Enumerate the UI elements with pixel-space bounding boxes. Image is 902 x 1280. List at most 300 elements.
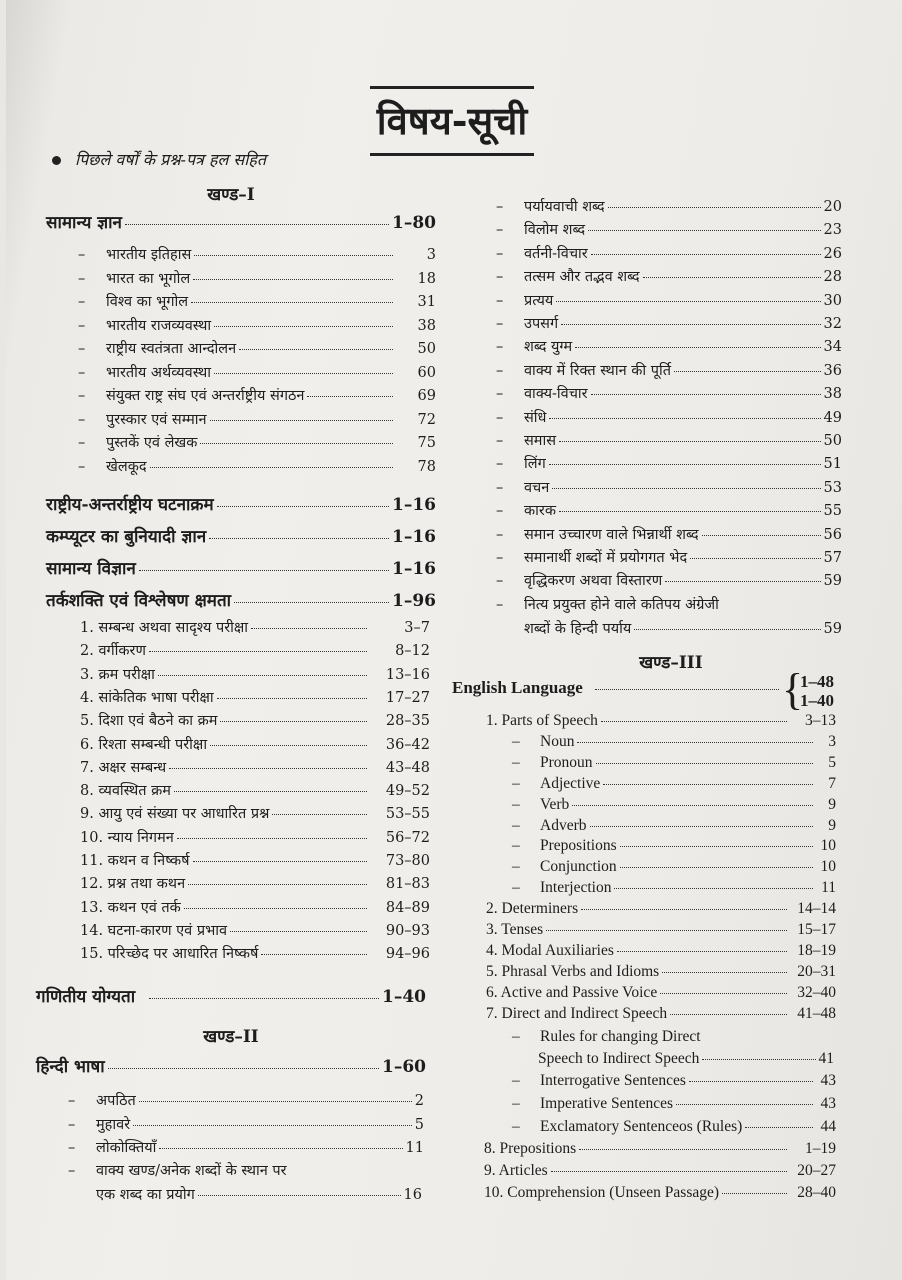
dash-marker: – — [496, 222, 504, 239]
leader-dots — [234, 602, 389, 603]
entry-label: 2. वर्गीकरण — [80, 643, 146, 660]
leader-dots — [261, 954, 367, 955]
entry-page: 75 — [417, 435, 436, 451]
toc-sub-entry[interactable] — [78, 315, 436, 335]
leader-dots — [665, 581, 820, 582]
entry-label: मुहावरे — [96, 1116, 131, 1133]
toc-numbered-entry[interactable] — [80, 920, 430, 940]
toc-sub-entry[interactable] — [96, 1184, 422, 1204]
dash-marker: – — [78, 270, 86, 287]
entry-page: 5 — [414, 1116, 424, 1133]
toc-sub-entry[interactable] — [496, 477, 842, 497]
entry-page: 13–16 — [385, 666, 430, 683]
entry-label: हिन्दी भाषा — [36, 1057, 105, 1077]
entry-label: सामान्य ज्ञान — [46, 213, 122, 233]
toc-sub-entry[interactable] — [512, 1095, 836, 1113]
dash-marker: – — [496, 433, 504, 449]
dash-marker: – — [512, 1118, 520, 1135]
entry-label: Imperative Sentences — [540, 1095, 673, 1112]
toc-sub-entry[interactable] — [496, 336, 842, 356]
entry-page: 56 — [823, 526, 842, 543]
leader-dots — [198, 1195, 401, 1196]
toc-numbered-entry[interactable] — [80, 664, 430, 684]
dash-marker: – — [496, 479, 504, 496]
toc-sub-entry[interactable] — [496, 243, 842, 263]
entry-page: 26 — [823, 245, 842, 262]
leader-dots — [590, 826, 814, 827]
entry-label: समान उच्चारण वाले भिन्नार्थी शब्द — [524, 526, 699, 543]
entry-page: 43 — [820, 1095, 836, 1112]
leader-dots — [608, 207, 821, 208]
leader-dots — [581, 909, 787, 910]
entry-label: English Language — [452, 678, 583, 697]
entry-label: 1. सम्बन्ध अथवा सादृश्य परीक्षा — [80, 620, 249, 636]
entry-label: कम्प्यूटर का बुनियादी ज्ञान — [46, 527, 207, 547]
toc-main-entry[interactable] — [46, 492, 436, 515]
entry-page: 43–48 — [385, 759, 430, 776]
leader-dots — [745, 1127, 813, 1128]
toc-numbered-entry[interactable] — [484, 1140, 836, 1158]
dash-marker: – — [78, 435, 86, 451]
entry-page: 73–80 — [385, 853, 430, 869]
entry-page: 57 — [823, 550, 842, 566]
leader-dots — [239, 349, 393, 350]
entry-label: भारतीय राजव्यवस्था — [106, 317, 212, 334]
leader-dots — [572, 805, 813, 806]
toc-sub-entry[interactable] — [496, 383, 842, 403]
dash-marker: – — [496, 526, 504, 543]
entry-page: 69 — [417, 388, 436, 404]
toc-numbered-entry[interactable] — [80, 827, 430, 847]
entry-label: राष्ट्रीय-अन्तर्राष्ट्रीय घटनाक्रम — [46, 495, 214, 515]
entry-page: 31 — [417, 294, 436, 310]
entry-page: 1–96 — [392, 591, 436, 611]
dash-marker: – — [496, 269, 504, 286]
entry-page: 78 — [417, 458, 436, 475]
entry-label: 4. Modal Auxiliaries — [486, 941, 614, 959]
toc-sub-entry[interactable] — [496, 313, 842, 333]
entry-page: 16 — [403, 1187, 422, 1203]
leader-dots — [552, 488, 820, 489]
entry-label: Adjective — [540, 774, 601, 792]
toc-numbered-entry[interactable] — [80, 873, 430, 893]
leader-dots — [559, 511, 821, 512]
toc-sub-entry[interactable] — [512, 1072, 836, 1090]
entry-label: 12. प्रश्न तथा कथन — [80, 876, 186, 893]
entry-label: संधि — [524, 409, 547, 426]
entry-page: 1–40 — [800, 691, 834, 710]
entry-label: 7. Direct and Indirect Speech — [486, 1004, 668, 1022]
toc-main-entry[interactable] — [46, 556, 436, 579]
section-heading-khand-2: खण्ड–II — [203, 1027, 259, 1047]
toc-numbered-entry[interactable] — [484, 1184, 836, 1202]
leader-dots — [150, 467, 393, 468]
entry-page: 1–16 — [392, 527, 436, 547]
entry-label: सामान्य विज्ञान — [46, 559, 136, 579]
entry-page: 41 — [818, 1050, 834, 1067]
leader-dots — [690, 558, 820, 559]
toc-numbered-entry[interactable] — [486, 963, 836, 981]
leader-dots — [194, 255, 393, 256]
toc-sub-entry[interactable] — [496, 524, 842, 544]
entry-page: 18 — [417, 270, 436, 287]
entry-label: कारक — [524, 503, 556, 520]
entry-label: Interrogative Sentences — [540, 1072, 686, 1089]
entry-label: Conjunction — [540, 858, 617, 876]
entry-page: 1–16 — [392, 559, 436, 579]
entry-page: 9 — [828, 816, 836, 834]
toc-sub-entry[interactable] — [496, 570, 842, 590]
leader-dots — [159, 1148, 402, 1149]
leader-dots — [210, 420, 393, 421]
leader-dots — [549, 464, 821, 465]
toc-sub-entry[interactable] — [512, 1118, 836, 1136]
entry-page: 53 — [823, 479, 842, 496]
entry-label: Noun — [540, 732, 575, 750]
entry-page: 36–42 — [385, 736, 430, 753]
toc-main-entry[interactable] — [36, 1054, 426, 1077]
entry-label: खेलकूद — [106, 458, 147, 475]
leader-dots — [149, 998, 379, 999]
toc-main-entry[interactable] — [46, 588, 436, 611]
toc-sub-entry[interactable] — [512, 733, 836, 751]
entry-label: 1. Parts of Speech — [486, 712, 598, 729]
leader-dots — [139, 1101, 412, 1102]
entry-label: भारतीय इतिहास — [106, 247, 192, 263]
entry-label: 9. Articles — [484, 1162, 548, 1179]
leader-dots — [595, 689, 779, 690]
entry-label: 6. रिश्ता सम्बन्धी परीक्षा — [80, 736, 208, 753]
entry-label: तर्कशक्ति एवं विश्लेषण क्षमता — [46, 591, 232, 611]
leader-dots — [209, 538, 389, 539]
toc-sub-entry[interactable] — [496, 266, 842, 286]
leader-dots — [614, 888, 813, 889]
entry-label: वर्तनी-विचार — [524, 245, 588, 262]
toc-sub-entry[interactable] — [538, 1050, 834, 1068]
toc-numbered-entry[interactable] — [80, 734, 430, 754]
leader-dots — [188, 884, 367, 885]
entry-page: 15–17 — [797, 921, 836, 938]
entry-label: 10. Comprehension (Unseen Passage) — [484, 1184, 720, 1201]
toc-main-entry[interactable] — [46, 524, 436, 547]
toc-sub-entry[interactable] — [78, 432, 436, 452]
entry-label: Exclamatory Sentenceos (Rules) — [540, 1118, 743, 1135]
dash-marker: – — [496, 199, 504, 215]
entry-label: नित्य प्रयुक्त होने वाले कतिपय अंग्रेजी — [524, 597, 719, 613]
dash-marker: – — [496, 386, 504, 403]
leader-dots — [549, 418, 820, 419]
toc-sub-entry[interactable] — [68, 1114, 424, 1134]
bullet-icon — [52, 156, 61, 165]
leader-dots — [670, 1014, 787, 1015]
toc-numbered-entry[interactable] — [80, 780, 430, 800]
entry-label: पुस्तकें एवं लेखक — [106, 435, 198, 451]
entry-page: 32 — [823, 316, 842, 332]
toc-numbered-entry[interactable] — [486, 1005, 836, 1023]
leader-dots — [591, 394, 821, 395]
entry-label: 4. सांकेतिक भाषा परीक्षा — [80, 689, 214, 706]
toc-numbered-entry[interactable] — [80, 617, 430, 637]
entry-label: पुरस्कार एवं सम्मान — [106, 411, 207, 428]
toc-sub-entry[interactable] — [496, 290, 842, 310]
leader-dots — [193, 861, 367, 862]
entry-page: 43 — [820, 1072, 836, 1089]
leader-dots — [620, 867, 813, 868]
entry-label: 3. Tenses — [486, 921, 544, 938]
section-heading-khand-3: खण्ड–III — [639, 653, 703, 673]
entry-label: 11. कथन व निष्कर्ष — [80, 853, 190, 869]
toc-numbered-entry[interactable] — [486, 900, 836, 918]
entry-page: 3–7 — [404, 620, 430, 636]
dash-marker: – — [78, 388, 86, 404]
entry-page: 36 — [823, 362, 842, 379]
leader-dots — [220, 721, 367, 722]
toc-sub-entry[interactable] — [496, 196, 842, 216]
leader-dots — [184, 908, 367, 909]
entry-label: 13. कथन एवं तर्क — [80, 899, 181, 916]
toc-numbered-entry[interactable] — [80, 850, 430, 870]
toc-sub-entry[interactable] — [496, 219, 842, 239]
leader-dots — [125, 224, 389, 225]
entry-page: 20–27 — [797, 1162, 836, 1179]
dash-marker: – — [68, 1093, 76, 1109]
leader-dots — [634, 629, 820, 630]
entry-label: विलोम शब्द — [524, 222, 586, 239]
entry-page: 38 — [823, 386, 842, 403]
toc-numbered-entry[interactable] — [80, 943, 430, 963]
entry-label: उपसर्ग — [524, 316, 559, 332]
dash-marker: – — [512, 732, 520, 750]
entry-label: गणितीय योग्यता — [36, 987, 136, 1007]
entry-label: एक शब्द का प्रयोग — [96, 1187, 195, 1203]
toc-sub-entry-line1[interactable]: – Rules for changing Direct — [512, 1028, 701, 1045]
entry-page: 3 — [426, 247, 436, 263]
entry-label: Prepositions — [540, 837, 617, 855]
entry-label: विश्व का भूगोल — [106, 294, 189, 310]
entry-page: 2 — [414, 1093, 424, 1109]
leader-dots — [676, 1104, 813, 1105]
leader-dots — [210, 745, 367, 746]
leader-dots — [177, 838, 367, 839]
toc-sub-entry[interactable] — [524, 618, 842, 638]
entry-label: लिंग — [524, 456, 546, 473]
leader-dots — [200, 443, 393, 444]
dash-marker: – — [78, 411, 86, 428]
leader-dots — [579, 1149, 787, 1150]
entry-label: 8. Prepositions — [484, 1140, 577, 1157]
toc-sub-entry[interactable] — [78, 291, 436, 311]
toc-sub-entry[interactable] — [78, 338, 436, 358]
toc-numbered-entry[interactable] — [80, 897, 430, 917]
entry-page: 23 — [823, 222, 842, 239]
entry-page: 81–83 — [385, 876, 430, 893]
toc-numbered-entry[interactable] — [484, 1162, 836, 1180]
toc-sub-entry-line1[interactable]: – नित्य प्रयुक्त होने वाले कतिपय अंग्रेजी — [496, 597, 719, 613]
entry-page: 49 — [823, 409, 842, 426]
toc-sub-entry[interactable] — [496, 547, 842, 567]
entry-page: 72 — [417, 411, 436, 428]
dash-marker: – — [496, 245, 504, 262]
entry-page: 53–55 — [385, 806, 430, 823]
toc-numbered-entry[interactable] — [80, 803, 430, 823]
dash-marker: – — [78, 458, 86, 475]
leader-dots — [662, 972, 787, 973]
toc-sub-entry[interactable] — [512, 817, 836, 835]
entry-label: समानार्थी शब्दों में प्रयोगगत भेद — [524, 550, 688, 566]
toc-page — [6, 0, 902, 1280]
dash-marker: – — [512, 1095, 520, 1112]
entry-label: समास — [524, 433, 557, 449]
entry-page: 20–31 — [797, 962, 836, 980]
dash-marker: – — [512, 837, 520, 855]
toc-sub-entry[interactable] — [78, 409, 436, 429]
toc-sub-entry[interactable] — [78, 268, 436, 288]
dash-marker: – — [512, 858, 520, 876]
toc-numbered-entry[interactable] — [80, 687, 430, 707]
leader-dots — [577, 742, 813, 743]
toc-sub-entry[interactable] — [78, 456, 436, 476]
toc-sub-entry[interactable] — [512, 775, 836, 793]
toc-sub-entry[interactable] — [78, 385, 436, 405]
entry-page: 28–40 — [797, 1184, 836, 1201]
entry-label: प्रत्यय — [524, 292, 554, 309]
toc-sub-entry[interactable] — [68, 1090, 424, 1110]
entry-page: 28 — [823, 269, 842, 286]
dash-marker: – — [68, 1140, 76, 1156]
entry-label: 5. Phrasal Verbs and Idioms — [486, 962, 660, 980]
toc-numbered-entry[interactable] — [486, 942, 836, 960]
entry-page: 7 — [828, 774, 836, 792]
dash-marker: – — [78, 364, 86, 381]
toc-sub-entry[interactable] — [496, 407, 842, 427]
dash-marker: – — [512, 816, 520, 834]
dash-marker: – — [512, 879, 520, 897]
leader-dots — [217, 506, 389, 507]
entry-page: 60 — [417, 364, 436, 381]
entry-page: 3 — [828, 732, 836, 750]
entry-page: 84–89 — [385, 899, 430, 916]
entry-label: Interjection — [540, 879, 612, 897]
entry-label: 3. क्रम परीक्षा — [80, 666, 155, 683]
subtitle-text: पिछले वर्षों के प्रश्न-पत्र हल सहित — [75, 150, 266, 169]
entry-page: 3–13 — [805, 712, 836, 729]
entry-label: वृद्धिकरण अथवा विस्तारण — [524, 573, 663, 590]
toc-main-entry[interactable] — [36, 984, 426, 1007]
entry-page: 5 — [828, 753, 836, 771]
toc-sub-entry[interactable] — [78, 362, 436, 382]
entry-label: राष्ट्रीय स्वतंत्रता आन्दोलन — [106, 341, 237, 357]
toc-sub-entry[interactable] — [512, 796, 836, 814]
entry-label: शब्द युग्म — [524, 339, 573, 356]
leader-dots — [214, 326, 393, 327]
dash-marker: – — [496, 456, 504, 473]
entry-page: 90–93 — [385, 922, 430, 939]
toc-sub-entry[interactable] — [512, 837, 836, 855]
toc-sub-entry[interactable] — [496, 430, 842, 450]
toc-numbered-entry[interactable] — [80, 710, 430, 730]
toc-main-entry[interactable] — [46, 210, 436, 233]
toc-sub-entry[interactable] — [496, 360, 842, 380]
dash-marker: – — [512, 774, 520, 792]
toc-numbered-entry[interactable] — [80, 640, 430, 660]
entry-page: 44 — [820, 1118, 836, 1135]
leader-dots — [214, 373, 393, 374]
entry-label: 5. दिशा एवं बैठने का क्रम — [80, 713, 218, 730]
leader-dots — [643, 277, 821, 278]
entry-label: वचन — [524, 479, 550, 496]
toc-sub-entry[interactable] — [512, 858, 836, 876]
entry-page: 56–72 — [385, 829, 430, 846]
entry-page: 1–40 — [382, 987, 426, 1007]
entry-page: 51 — [823, 456, 842, 473]
entry-label: Adverb — [540, 816, 587, 834]
dash-marker: – — [512, 1072, 520, 1089]
toc-numbered-entry[interactable] — [80, 757, 430, 777]
leader-dots — [689, 1081, 813, 1082]
entry-label: तत्सम और तद्भव शब्द — [524, 269, 640, 286]
leader-dots — [596, 763, 813, 764]
dash-marker: – — [78, 247, 86, 263]
toc-sub-entry[interactable] — [512, 754, 836, 772]
toc-sub-entry[interactable] — [512, 879, 836, 897]
toc-sub-entry[interactable] — [496, 500, 842, 520]
entry-page: 14–14 — [797, 900, 836, 918]
entry-page: 20 — [823, 199, 842, 215]
leader-dots — [551, 1171, 787, 1172]
leader-dots — [722, 1193, 787, 1194]
entry-page: 50 — [417, 341, 436, 357]
toc-sub-entry[interactable] — [68, 1137, 424, 1157]
entry-page: 1–80 — [392, 213, 436, 233]
toc-numbered-entry[interactable] — [486, 712, 836, 730]
toc-sub-entry-line1[interactable]: – वाक्य खण्ड/अनेक शब्दों के स्थान पर — [68, 1163, 287, 1179]
leader-dots — [251, 628, 367, 629]
english-page-ranges — [800, 672, 834, 710]
entry-page: 28–35 — [385, 713, 430, 730]
entry-label: 2. Determiners — [486, 900, 579, 918]
entry-page: 34 — [823, 339, 842, 356]
toc-numbered-entry[interactable] — [486, 984, 836, 1002]
entry-page: 9 — [828, 795, 836, 813]
leader-dots — [139, 570, 389, 571]
leader-dots — [603, 784, 813, 785]
toc-sub-entry[interactable] — [496, 453, 842, 473]
leader-dots — [193, 279, 393, 280]
entry-label: अपठित — [96, 1093, 136, 1109]
entry-label: Verb — [540, 795, 570, 813]
entry-page: 94–96 — [385, 946, 430, 963]
dash-marker: – — [496, 292, 504, 309]
toc-sub-entry[interactable] — [78, 244, 436, 264]
entry-page: 55 — [823, 503, 842, 520]
entry-page: 18–19 — [797, 941, 836, 959]
leader-dots — [158, 675, 367, 676]
entry-page: 50 — [823, 433, 842, 449]
entry-page: 11 — [405, 1140, 424, 1156]
entry-label: 14. घटना-कारण एवं प्रभाव — [80, 922, 228, 939]
english-language-entry[interactable] — [452, 678, 782, 698]
leader-dots — [191, 302, 393, 303]
entry-label: वाक्य में रिक्त स्थान की पूर्ति — [524, 362, 671, 379]
entry-page: 1–48 — [800, 672, 834, 691]
dash-marker: – — [496, 573, 504, 590]
entry-page: 59 — [823, 621, 842, 637]
dash-marker: – — [496, 339, 504, 356]
leader-dots — [559, 441, 821, 442]
entry-label: Rules for changing Direct — [540, 1028, 701, 1045]
entry-label: 8. व्यवस्थित क्रम — [80, 783, 171, 800]
toc-numbered-entry[interactable] — [486, 921, 836, 939]
